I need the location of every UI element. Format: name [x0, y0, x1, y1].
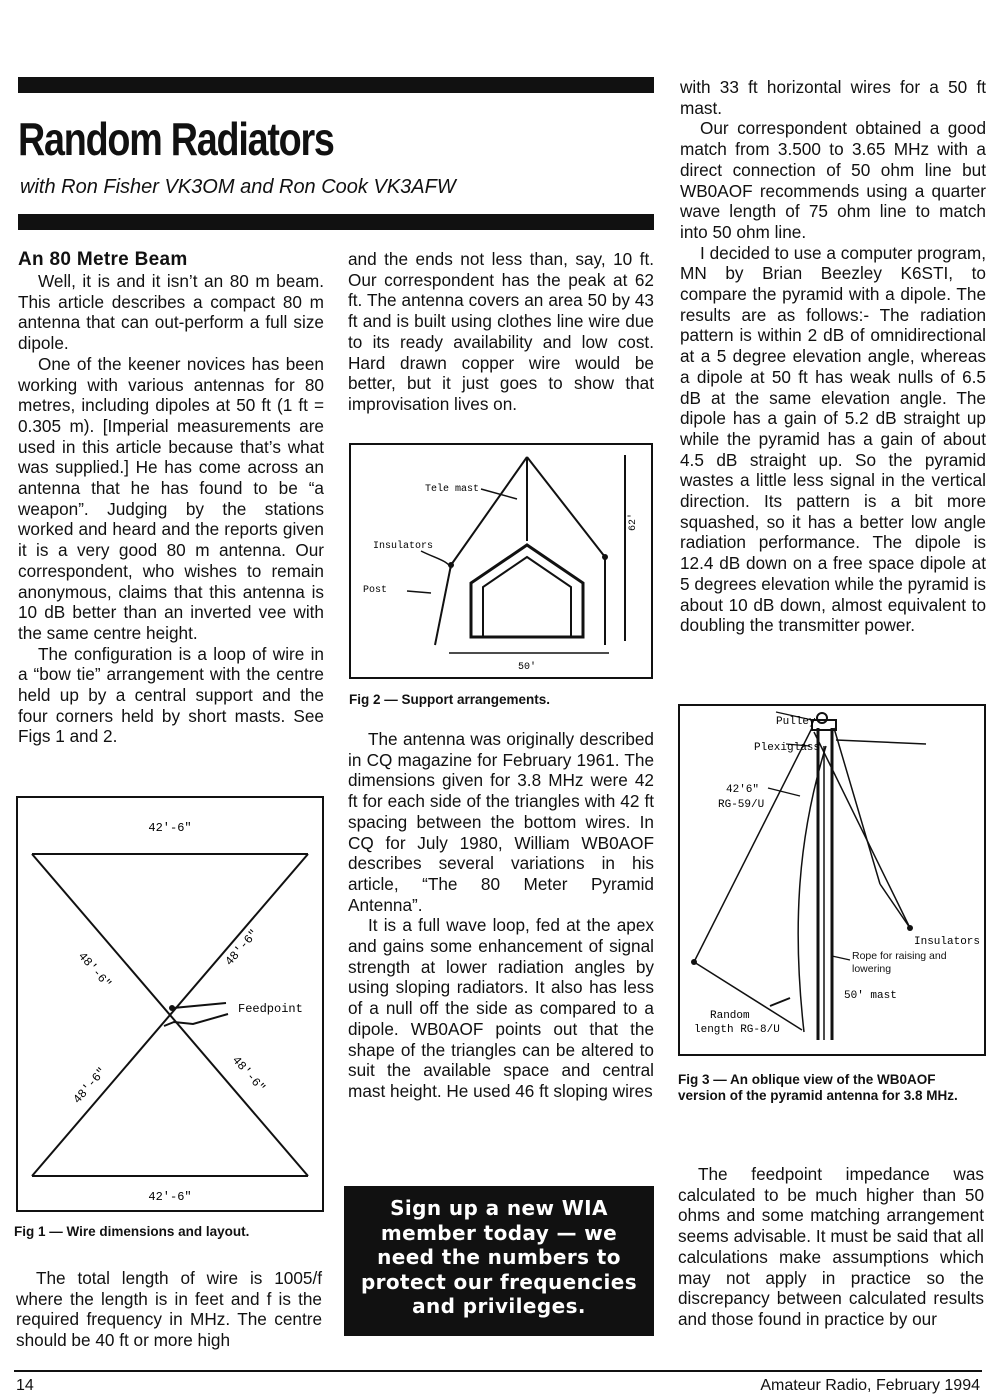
page-number: 14 — [16, 1377, 34, 1394]
section-heading: An 80 Metre Beam — [18, 249, 188, 270]
header-bottom-rule — [18, 214, 654, 230]
figure-1 — [16, 796, 324, 1212]
fig3-rope-label: Rope for raising and lowering — [852, 950, 947, 975]
paragraph: The total length of wire is 1005/f where the length is in feet and f is the required frequency in MHz. The centre should be 40 ft or more high — [16, 1268, 322, 1351]
fig2-post-label: Post — [363, 585, 388, 596]
fig2-height-label: 62' — [628, 512, 639, 531]
figure-3-diagram — [680, 706, 984, 1054]
fig2-tele-mast-label: Tele mast — [425, 484, 480, 495]
footer-rule — [14, 1370, 982, 1372]
fig3-rope-label-wrap — [852, 950, 972, 984]
fig1-top-label: 42'-6" — [148, 821, 192, 835]
byline: with Ron Fisher VK3OM and Ron Cook VK3AFW — [20, 176, 456, 198]
figure-3 — [678, 704, 986, 1056]
fig1-diag-label: 48'-6" — [74, 949, 114, 992]
fig2-insulators-label: Insulators — [373, 541, 434, 552]
column-2-bottom — [348, 729, 654, 1102]
promo-box: Sign up a new WIA member today — we need the numbers to protect our frequencies and privileges. — [344, 1186, 654, 1336]
top-rule — [18, 77, 654, 93]
paragraph: The antenna was originally described in CQ magazine for February 1961. The dimensions given for 3.8 MHz were 42 ft for each side of the triangles with 42 ft spacing between the bottom wires. In CQ for July 1980, William WB0AOF describes several variations in his article, “The 80 Meter Pyramid Antenna”. — [348, 729, 654, 915]
figure-2 — [349, 443, 653, 679]
column-1-bottom — [16, 1268, 322, 1351]
fig3-insulators-label: Insulators — [914, 936, 981, 948]
paragraph: Our correspondent obtained a good match from 3.500 to 3.65 MHz with a direct connection of 50 ohm line but WB0AOF recommends using a quarter wave length of 75 ohm line to match into 50 ohm line. — [680, 118, 986, 242]
paragraph: Well, it is and it isn’t an 80 m beam. This article describes a compact 80 m antenna that can out-perform a full size dipole. — [18, 271, 324, 354]
column-3-top — [680, 77, 986, 636]
fig1-diag-label: 48'-6" — [70, 1064, 110, 1107]
fig3-wire-length-label: 42'6" — [726, 784, 760, 796]
magazine-footer: Amateur Radio, February 1994 — [760, 1377, 980, 1394]
figure-2-caption: Fig 2 — Support arrangements. — [349, 692, 551, 707]
fig3-random-label: Random — [710, 1010, 750, 1022]
column-1-top — [18, 249, 324, 747]
paragraph: The configuration is a loop of wire in a “bow tie” arrangement with the centre held up by a central support and the four corners held by short masts. See Figs 1 and 2. — [18, 643, 324, 747]
fig3-mast-label: 50' mast — [844, 990, 897, 1002]
figure-2-diagram — [351, 445, 651, 677]
paragraph: with 33 ft horizontal wires for a 50 ft mast. — [680, 77, 986, 118]
paragraph: One of the keener novices has been working with various antennas for 80 metres, including dipoles at 50 ft (1 ft = 0.305 m). [Imperial measurements are used in this article because that’s what was supplied.] He has come across an antenna that he has found to be “a weapon”. Judging by the stations worked and heard and the reports given it is a very good 80 m antenna. Our correspondent, who wishes to remain anonymous, claims that this antenna is 10 dB better than an inverted vee with the same centre height. — [18, 353, 324, 643]
fig3-plexiglass-label: Plexiglass — [754, 742, 821, 754]
figure-1-caption: Fig 1 — Wire dimensions and layout. — [14, 1224, 250, 1239]
column-2-top — [348, 249, 654, 415]
figure-1-diagram — [18, 798, 322, 1210]
fig1-diag-label: 48'-6" — [228, 1053, 268, 1096]
page-title: Random Radiators — [18, 113, 334, 165]
paragraph: It is a full wave loop, fed at the apex and gains some enhancement of signal strength at lower radiation angles by using sloping radiators. It also has less of a null off the side as compared to a dipole. WB0AOF points out that the shape of the triangles can be altered to suit the available space and central mast height. He used 46 ft sloping wires — [348, 915, 654, 1101]
fig3-coax-label: RG-59/U — [718, 799, 765, 811]
column-3-bottom — [678, 1164, 984, 1330]
paragraph: I decided to use a computer program, MN by Brian Beezley K6STI, to compare the pyramid with a dipole. The results are as follows:- The radiation pattern is within 2 dB of omnidirectional at a 5 degree elevation angle, whereas a dipole at 50 ft has weak nulls of 6.5 dB at the same elevation angle. The dipole has a gain of 5.2 dB straight up while the pyramid has a gain of about 4.5 dB straight up. So the pyramid wastes a little less signal in the vertical direction. Its pattern is a bit more squashed, so it has a better low angle radiation performance. The dipole is 12.4 dB down on a free space dipole at 5 degrees elevation while the pyramid is about 10 dB down, almost equivalent to doubling the transmitter power. — [680, 242, 986, 636]
fig1-bottom-label: 42'-6" — [148, 1190, 192, 1204]
figure-3-caption: Fig 3 — An oblique view of the WB0AOF version of the pyramid antenna for 3.8 MHz. — [678, 1072, 958, 1103]
fig2-width-label: 50' — [517, 662, 537, 673]
fig3-pulley-label: Pulley — [776, 716, 816, 728]
paragraph: and the ends not less than, say, 10 ft. Our correspondent has the peak at 62 ft. The antenna covers an area 50 by 43 ft and is built using clothes line wire due to its ready availability and low cost. Hard drawn copper wire would be better, but it just goes to show that improvisation lives on. — [348, 249, 654, 414]
fig1-feedpoint-label: Feedpoint — [238, 1002, 303, 1016]
fig1-diag-label: 48'-6" — [222, 926, 262, 969]
fig3-random-length-label: length RG-8/U — [694, 1024, 780, 1036]
paragraph: The feedpoint impedance was calculated to be much higher than 50 ohms and some matching arrangement seems advisable. It must be said that all calculations make assumptions which may not apply in practice so the discrepancy between calculated results and those found in practice by our — [678, 1164, 984, 1329]
